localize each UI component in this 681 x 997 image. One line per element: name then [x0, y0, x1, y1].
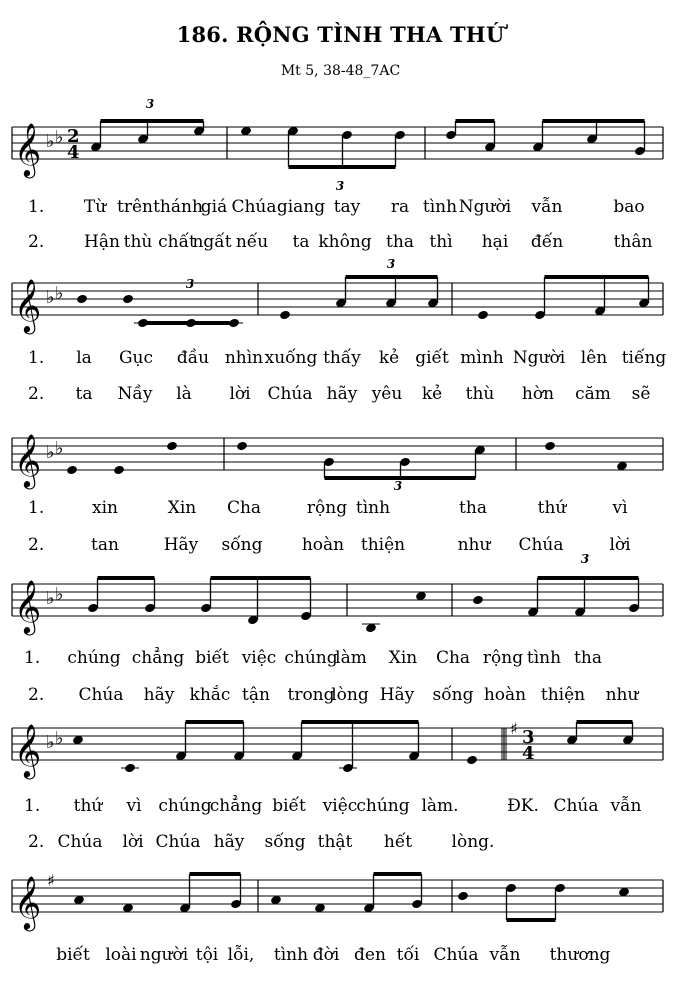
- lyric-syllable: chúng: [284, 648, 338, 668]
- lyric-syllable: bao: [613, 197, 645, 217]
- treble-clef-icon: 𝄞: [14, 579, 42, 633]
- lyric-syllable: biết: [272, 796, 306, 816]
- verse-number: 1.: [28, 348, 45, 368]
- lyric-syllable: vẫn: [610, 796, 642, 816]
- flat-icon: ♭: [46, 131, 55, 152]
- treble-clef-icon: 𝄞: [14, 122, 42, 176]
- lyric-line: [0, 945, 681, 969]
- treble-clef-icon: 𝄞: [14, 723, 42, 777]
- tuplet-number: 3: [393, 479, 403, 493]
- lyric-syllable: kẻ: [378, 348, 400, 368]
- lyric-syllable: ĐK.: [507, 796, 539, 816]
- lyric-syllable: lời: [229, 384, 251, 404]
- lyric-syllable: sẽ: [631, 384, 651, 404]
- lyric-syllable: tội: [195, 945, 219, 965]
- lyric-syllable: Cha: [435, 648, 471, 668]
- lyric-syllable: thánh: [153, 197, 203, 217]
- lyric-syllable: làm.: [421, 796, 459, 816]
- lyric-syllable: tình: [526, 648, 562, 668]
- verse-number: 1.: [28, 498, 45, 518]
- flat-icon: ♭: [55, 728, 64, 749]
- lyric-syllable: lời: [122, 832, 144, 852]
- lyric-syllable: mình: [460, 348, 504, 368]
- lyric-syllable: sống: [264, 832, 306, 852]
- lyric-syllable: ra: [390, 197, 410, 217]
- lyric-syllable: đời: [312, 945, 340, 965]
- verse-number: 2.: [28, 232, 45, 252]
- lyric-syllable: chẳng: [209, 796, 263, 816]
- lyric-syllable: thứ: [73, 796, 103, 816]
- lyric-syllable: thấy: [323, 348, 361, 368]
- lyric-syllable: vẫn: [489, 945, 521, 965]
- lyric-syllable: lỗi,: [227, 945, 255, 965]
- tuplet-number: 3: [145, 97, 155, 111]
- verse-number: 1.: [28, 197, 45, 217]
- lyric-syllable: sống: [221, 535, 263, 555]
- lyric-syllable: thì: [429, 232, 453, 252]
- lyric-syllable: thương: [549, 945, 611, 965]
- lyric-syllable: thật: [317, 832, 353, 852]
- lyric-syllable: trên: [117, 197, 153, 217]
- lyric-syllable: thiện: [540, 685, 586, 705]
- lyric-syllable: Hãy: [163, 535, 199, 555]
- sharp-icon: ♯: [510, 719, 518, 738]
- lyric-syllable: không: [318, 232, 372, 252]
- lyric-syllable: việc: [241, 648, 277, 668]
- verse-number: 2.: [28, 685, 45, 705]
- scripture-reference: Mt 5, 38-48_7AC: [280, 63, 401, 79]
- lyric-syllable: ngất: [192, 232, 232, 252]
- lyric-syllable: chúng: [356, 796, 410, 816]
- treble-clef-icon: 𝄞: [14, 278, 42, 332]
- lyric-syllable: Hãy: [379, 685, 415, 705]
- lyric-syllable: biết: [195, 648, 229, 668]
- lyric-syllable: giá: [200, 197, 228, 217]
- lyric-syllable: đen: [354, 945, 386, 965]
- lyric-syllable: Chúa: [231, 197, 277, 217]
- lyric-syllable: lên: [580, 348, 608, 368]
- lyric-syllable: lời: [609, 535, 631, 555]
- lyric-syllable: hãy: [326, 384, 358, 404]
- lyric-syllable: ta: [292, 232, 310, 252]
- lyric-syllable: thù: [123, 232, 153, 252]
- lyric-syllable: lòng: [331, 685, 369, 705]
- lyric-syllable: như: [457, 535, 491, 555]
- lyric-syllable: Xin: [388, 648, 418, 668]
- lyric-syllable: tay: [333, 197, 361, 217]
- lyric-syllable: tiếng: [621, 348, 667, 368]
- lyric-syllable: rộng: [482, 648, 524, 668]
- tuplet-number: 3: [185, 277, 195, 291]
- lyric-syllable: nhìn: [224, 348, 264, 368]
- verse-number: 2.: [28, 384, 45, 404]
- lyric-syllable: yêu: [371, 384, 403, 404]
- flat-icon: ♭: [55, 283, 64, 304]
- treble-clef-icon: 𝄞: [14, 875, 42, 929]
- lyric-syllable: hết: [383, 832, 413, 852]
- flat-icon: ♭: [46, 287, 55, 308]
- time-sig-top: 2: [67, 126, 80, 147]
- lyric-syllable: giang: [276, 197, 326, 217]
- lyric-syllable: chẳng: [131, 648, 185, 668]
- lyric-syllable: hờn: [521, 384, 555, 404]
- lyric-syllable: xin: [92, 498, 118, 518]
- lyric-syllable: la: [76, 348, 92, 368]
- lyric-syllable: hãy: [213, 832, 245, 852]
- treble-clef-icon: 𝄞: [14, 433, 42, 487]
- lyric-syllable: làm: [335, 648, 367, 668]
- lyric-syllable: tan: [91, 535, 119, 555]
- tuplet-number: 3: [580, 552, 590, 566]
- lyric-syllable: đầu: [176, 348, 210, 368]
- lyric-syllable: hãy: [143, 685, 175, 705]
- lyric-syllable: Cha: [226, 498, 262, 518]
- verse-number: 1.: [24, 796, 41, 816]
- lyric-syllable: vẫn: [531, 197, 563, 217]
- verse-number: 2.: [28, 832, 45, 852]
- lyric-syllable: tình: [422, 197, 458, 217]
- flat-icon: ♭: [55, 584, 64, 605]
- lyric-syllable: tình: [273, 945, 309, 965]
- lyric-syllable: Người: [458, 197, 512, 217]
- lyric-syllable: Chúa: [433, 945, 479, 965]
- flat-icon: ♭: [55, 127, 64, 148]
- song-title: 186. RỘNG TÌNH THA THỨ: [176, 22, 505, 47]
- lyric-syllable: giết: [415, 348, 449, 368]
- lyric-syllable: Người: [512, 348, 566, 368]
- lyric-syllable: Chúa: [155, 832, 201, 852]
- lyric-syllable: thứ: [537, 498, 567, 518]
- lyric-syllable: tối: [396, 945, 420, 965]
- lyric-syllable: Nầy: [117, 384, 153, 404]
- tuplet-number: 3: [335, 179, 345, 193]
- lyric-syllable: Chúa: [78, 685, 124, 705]
- lyric-syllable: Xin: [167, 498, 197, 518]
- lyric-syllable: loài: [105, 945, 137, 965]
- note-head: [457, 891, 469, 902]
- lyric-syllable: việc: [322, 796, 358, 816]
- lyric-syllable: thiện: [360, 535, 406, 555]
- lyric-syllable: căm: [575, 384, 611, 404]
- lyric-syllable: Chúa: [57, 832, 103, 852]
- lyric-syllable: Chúa: [553, 796, 599, 816]
- lyric-syllable: Hận: [84, 232, 120, 252]
- lyric-syllable: biết: [56, 945, 90, 965]
- lyric-syllable: vì: [126, 796, 142, 816]
- lyric-syllable: chất: [158, 232, 196, 252]
- time-sig-bottom: 4: [522, 743, 535, 764]
- lyric-syllable: vì: [612, 498, 628, 518]
- lyric-syllable: đến: [530, 232, 564, 252]
- flat-icon: ♭: [46, 588, 55, 609]
- lyric-syllable: khắc: [189, 685, 231, 705]
- lyric-syllable: tha: [386, 232, 414, 252]
- lyric-syllable: hoàn: [483, 685, 527, 705]
- tuplet-number: 3: [386, 257, 396, 271]
- lyric-syllable: tha: [459, 498, 487, 518]
- lyric-syllable: hoàn: [301, 535, 345, 555]
- time-sig-top: 3: [522, 727, 535, 748]
- lyric-syllable: thân: [613, 232, 653, 252]
- lyric-syllable: thù: [465, 384, 495, 404]
- lyric-syllable: chúng: [158, 796, 212, 816]
- lyric-syllable: xuống: [264, 348, 318, 368]
- lyric-syllable: chúng: [67, 648, 121, 668]
- lyric-syllable: rộng: [306, 498, 348, 518]
- lyric-syllable: tha: [574, 648, 602, 668]
- lyric-syllable: ta: [75, 384, 93, 404]
- verse-number: 2.: [28, 535, 45, 555]
- sharp-icon: ♯: [47, 871, 55, 890]
- lyric-syllable: lòng.: [451, 832, 495, 852]
- flat-icon: ♭: [46, 442, 55, 463]
- lyric-syllable: hại: [481, 232, 509, 252]
- lyric-syllable: tận: [242, 685, 270, 705]
- lyric-syllable: trong: [287, 685, 335, 705]
- flat-icon: ♭: [55, 438, 64, 459]
- flat-icon: ♭: [46, 732, 55, 753]
- lyric-syllable: Gục: [118, 348, 154, 368]
- lyric-syllable: Chúa: [267, 384, 313, 404]
- time-sig-bottom: 4: [67, 142, 80, 163]
- lyric-syllable: tình: [355, 498, 391, 518]
- lyric-syllable: như: [605, 685, 639, 705]
- lyric-syllable: kẻ: [421, 384, 443, 404]
- lyric-syllable: Từ: [83, 197, 107, 217]
- lyric-syllable: nếu: [235, 232, 269, 252]
- lyric-syllable: sống: [432, 685, 474, 705]
- verse-number: 1.: [24, 648, 41, 668]
- lyric-syllable: là: [176, 384, 192, 404]
- lyric-syllable: người: [139, 945, 189, 965]
- lyric-syllable: Chúa: [518, 535, 564, 555]
